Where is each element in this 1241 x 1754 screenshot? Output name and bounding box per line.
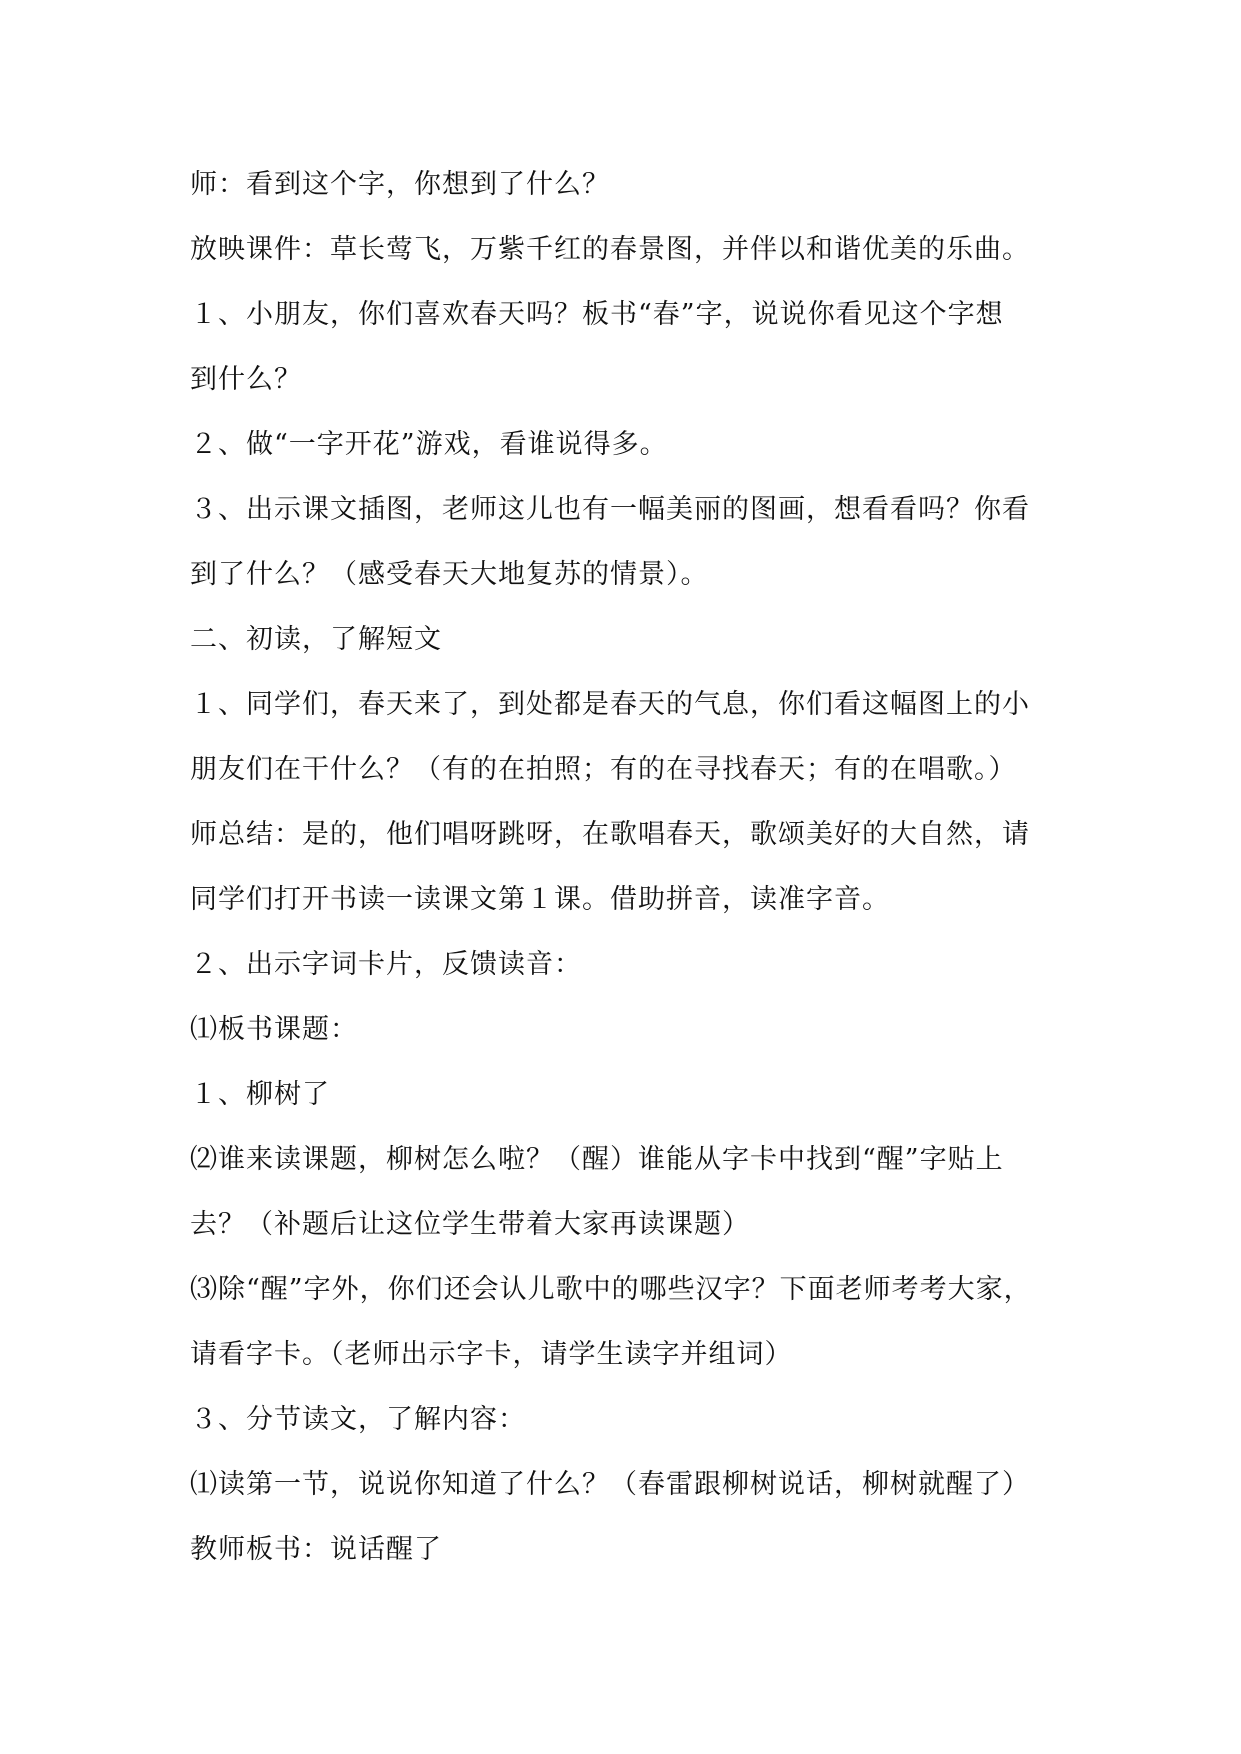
text-line: ３、分节读文，了解内容： — [190, 1404, 526, 1435]
text-line: 请看字卡。（老师出示字卡，请学生读字并组词） — [190, 1339, 793, 1370]
text-line: ２、做“一字开花”游戏，看谁说得多。 — [190, 429, 668, 460]
text-line: 教师板书：说话醒了 — [190, 1534, 442, 1565]
text-line: ⑶除“醒”字外，你们还会认儿歌中的哪些汉字？下面老师考考大家， — [190, 1274, 1032, 1305]
document-body — [190, 152, 1070, 1582]
text-line: ３、出示课文插图，老师这儿也有一幅美丽的图画，想看看吗？你看 — [190, 494, 1030, 525]
text-line: 朋友们在干什么？（有的在拍照；有的在寻找春天；有的在唱歌。） — [190, 754, 1017, 785]
text-line: 师：看到这个字，你想到了什么？ — [190, 169, 610, 200]
text-line: １、小朋友，你们喜欢春天吗？板书“春”字，说说你看见这个字想 — [190, 299, 1004, 330]
text-line: 到什么？ — [190, 364, 302, 395]
text-line: １、同学们，春天来了，到处都是春天的气息，你们看这幅图上的小 — [190, 689, 1030, 720]
text-line: 师总结：是的，他们唱呀跳呀，在歌唱春天，歌颂美好的大自然，请 — [190, 819, 1030, 850]
text-line: ２、出示字词卡片，反馈读音： — [190, 949, 582, 980]
section-heading: 二、初读，了解短文 — [190, 624, 442, 655]
text-line: 放映课件：草长莺飞，万紫千红的春景图，并伴以和谐优美的乐曲。 — [190, 234, 1030, 265]
text-line: ⑵谁来读课题，柳树怎么啦？（醒）谁能从字卡中找到“醒”字贴上 — [190, 1144, 1004, 1175]
text-line: 同学们打开书读一读课文第１课。借助拼音，读准字音。 — [190, 884, 890, 915]
text-line: ⑴读第一节，说说你知道了什么？（春雷跟柳树说话，柳树就醒了） — [190, 1469, 1030, 1500]
text-line: ⑴板书课题： — [190, 1014, 358, 1045]
text-line: 去？（补题后让这位学生带着大家再读课题） — [190, 1209, 750, 1240]
text-line: 到了什么？（感受春天大地复苏的情景）。 — [190, 559, 709, 590]
text-line: １、柳树了 — [190, 1079, 330, 1110]
